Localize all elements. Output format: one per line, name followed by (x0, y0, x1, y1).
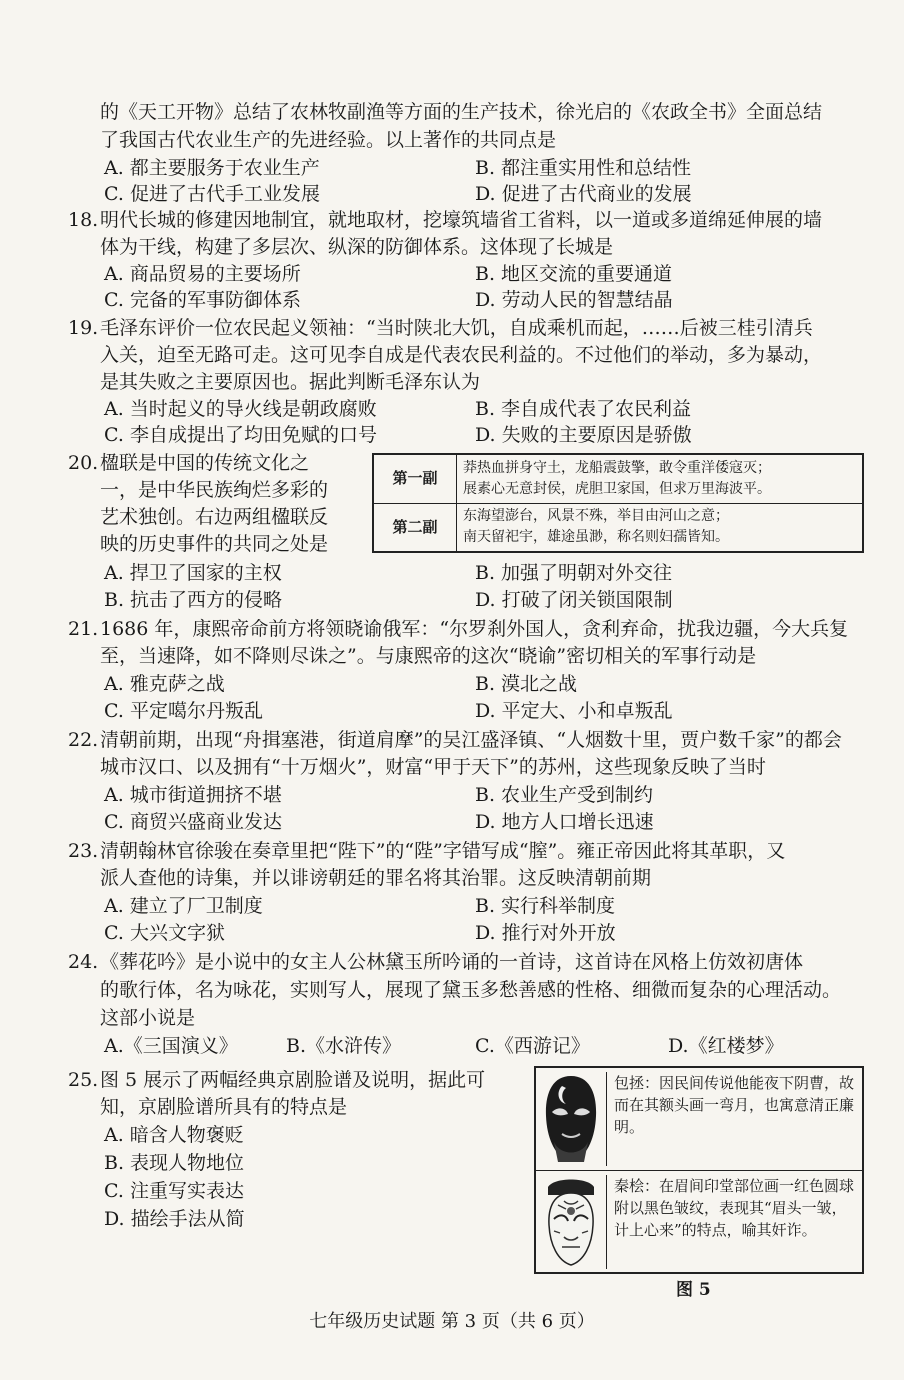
page-footer: 七年级历史试题 第 3 页（共 6 页） (309, 1311, 595, 1332)
figure-5-box (534, 1066, 864, 1274)
q21-text-line-1: 1686 年，康熙帝命前方将领晓谕俄军：“尔罗刹外国人，贪利弃命，扰我边疆，今大兵复 (100, 618, 849, 640)
q17-option-b: B. 都注重实用性和总结性 (475, 157, 692, 179)
q24-text-line-2: 的歌行体，名为咏花，实则写人，展现了黛玉多愁善感的性格、细微而复杂的心理活动。 (100, 979, 842, 1001)
q19-number: 19. (68, 317, 99, 339)
q21-option-d: D. 平定大、小和卓叛乱 (475, 700, 673, 722)
q18-option-c: C. 完备的军事防御体系 (104, 289, 301, 311)
couplet-row-1 (373, 454, 863, 503)
q23-number: 23. (68, 840, 99, 862)
q22-number: 22. (68, 729, 99, 751)
q17-text-line-1: 的《天工开物》总结了农林牧副渔等方面的生产技术，徐光启的《农政全书》全面总结 (100, 101, 823, 123)
q19-option-a: A. 当时起义的导火线是朝政腐败 (104, 398, 377, 420)
q20-text-line-1: 楹联是中国的传统文化之 (100, 452, 310, 474)
q18-number: 18. (68, 209, 99, 231)
q24-option-b: B.《水浒传》 (286, 1035, 402, 1057)
couplet-2-line-2: 南天留祀宇，雄途虽渺，称名则妇孺皆知。 (463, 529, 729, 546)
couplet-2-text (457, 503, 864, 552)
q19-option-b: B. 李自成代表了农民利益 (475, 398, 692, 420)
couplet-1-line-2: 展素心无意封侯，虎胆卫家国，但求万里海波平。 (463, 480, 771, 497)
q18-option-a: A. 商品贸易的主要场所 (104, 263, 301, 285)
q18-option-b: B. 地区交流的重要通道 (475, 263, 673, 285)
q25-option-d: D. 描绘手法从简 (104, 1208, 245, 1230)
q20-text-line-3: 艺术独创。右边两组楹联反 (100, 506, 329, 528)
q20-option-a: A. 捍卫了国家的主权 (104, 562, 282, 584)
couplet-table (372, 453, 864, 553)
couplet-row-2 (373, 503, 863, 552)
q23-option-d: D. 推行对外开放 (475, 922, 616, 944)
q24-number: 24. (68, 951, 99, 973)
qinhui-face-icon (540, 1175, 602, 1269)
q24-option-d: D.《红楼梦》 (668, 1035, 784, 1057)
couplet-2-line-1: 东海望澎台，风景不殊，举目由河山之意； (463, 508, 729, 525)
q24-option-a: A.《三国演义》 (104, 1035, 238, 1057)
q19-option-d: D. 失败的主要原因是骄傲 (475, 424, 692, 446)
q25-option-b: B. 表现人物地位 (104, 1152, 245, 1174)
q20-number: 20. (68, 452, 99, 474)
baozheng-face-icon (540, 1072, 602, 1166)
couplet-2-label: 第二副 (373, 503, 457, 552)
q20-text-line-2: 一，是中华民族绚烂多彩的 (100, 479, 329, 501)
couplet-1-label: 第一副 (373, 454, 457, 503)
q17-option-d: D. 促进了古代商业的发展 (475, 183, 692, 205)
q23-option-a: A. 建立了厂卫制度 (104, 895, 263, 917)
q24-text-line-3: 这部小说是 (100, 1007, 196, 1029)
q22-text-line-2: 城市汉口、以及拥有“十万烟火”，财富“甲于天下”的苏州，这些现象反映了当时 (100, 756, 766, 778)
q19-text-line-2: 入关，迫至无路可走。这可见李自成是代表农民利益的。不过他们的举动，多为暴动， (100, 344, 823, 366)
q21-option-b: B. 漠北之战 (475, 673, 578, 695)
q19-text-line-3: 是其失败之主要原因也。据此判断毛泽东认为 (100, 371, 481, 393)
q19-text-line-1: 毛泽东评价一位农民起义领袖：“当时陕北大饥，自成乘机而起，……后被三桂引清兵 (100, 317, 813, 339)
couplet-1-line-1: 莽热血拼身守土，龙船震鼓擎，敢令重洋倭寇灭； (463, 459, 771, 476)
q25-text-line-2: 知，京剧脸谱所具有的特点是 (100, 1096, 348, 1118)
q25-option-c: C. 注重写实表达 (104, 1180, 244, 1202)
q18-text-line-2: 体为干线，构建了多层次、纵深的防御体系。这体现了长城是 (100, 236, 614, 258)
q25-text-line-1: 图 5 展示了两幅经典京剧脸谱及说明，据此可 (100, 1069, 486, 1091)
q23-option-c: C. 大兴文字狱 (104, 922, 225, 944)
q23-text-line-1: 清朝翰林官徐骏在奏章里把“陛下”的“陛”字错写成“膣”。雍正帝因此将其革职，又 (100, 840, 786, 862)
q20-option-b: B. 加强了明朝对外交往 (475, 562, 673, 584)
baozheng-description: 包拯：因民间传说他能夜下阴曹，故而在其额头画一弯月，也寓意清正廉明。 (614, 1074, 855, 1136)
couplet-1-text (457, 454, 864, 503)
q21-number: 21. (68, 618, 99, 640)
figure-5-caption: 图 5 (676, 1280, 711, 1300)
baozheng-mask-image (540, 1072, 607, 1166)
q17-text-line-2: 了我国古代农业生产的先进经验。以上著作的共同点是 (100, 129, 557, 151)
q22-option-d: D. 地方人口增长迅速 (475, 811, 654, 833)
figure-row-baozheng (536, 1068, 862, 1171)
q21-option-a: A. 雅克萨之战 (104, 673, 225, 695)
qinhui-description: 秦桧：在眉间印堂部位画一红色圆球附以黑色皱纹，表现其“眉头一皱，计上心来”的特点，喻其奸诈。 (614, 1177, 855, 1239)
q23-option-b: B. 实行科举制度 (475, 895, 616, 917)
q20-text-line-4: 映的历史事件的共同之处是 (100, 533, 329, 555)
q22-option-b: B. 农业生产受到制约 (475, 784, 654, 806)
q20-option-c: B. 抗击了西方的侵略 (104, 589, 283, 611)
q18-text-line-1: 明代长城的修建因地制宜，就地取材，挖壕筑墙省工省料，以一道或多道绵延伸展的墙 (100, 209, 823, 231)
q21-text-line-2: 至，当速降，如不降则尽诛之”。与康熙帝的这次“晓谕”密切相关的军事行动是 (100, 645, 757, 667)
q22-text-line-1: 清朝前期，出现“舟揖塞港，街道肩摩”的吴江盛泽镇、“人烟数十里，贾户数千家”的都会 (100, 729, 842, 751)
q25-number: 25. (68, 1069, 99, 1091)
q24-option-c: C.《西游记》 (475, 1035, 590, 1057)
figure-row-qinhui (536, 1171, 862, 1273)
q17-option-c: C. 促进了古代手工业发展 (104, 183, 320, 205)
qinhui-mask-image (540, 1175, 607, 1269)
q21-option-c: C. 平定噶尔丹叛乱 (104, 700, 263, 722)
q17-option-a: A. 都主要服务于农业生产 (104, 157, 320, 179)
q25-option-a: A. 暗含人物褒贬 (104, 1124, 244, 1146)
q23-text-line-2: 派人查他的诗集，并以诽谤朝廷的罪名将其治罪。这反映清朝前期 (100, 867, 652, 889)
q22-option-c: C. 商贸兴盛商业发达 (104, 811, 282, 833)
q19-option-c: C. 李自成提出了均田免赋的口号 (104, 424, 377, 446)
q20-option-d: D. 打破了闭关锁国限制 (475, 589, 673, 611)
q24-text-line-1: 《葬花吟》是小说中的女主人公林黛玉所吟诵的一首诗，这首诗在风格上仿效初唐体 (100, 951, 804, 973)
q22-option-a: A. 城市街道拥挤不堪 (104, 784, 282, 806)
q18-option-d: D. 劳动人民的智慧结晶 (475, 289, 673, 311)
